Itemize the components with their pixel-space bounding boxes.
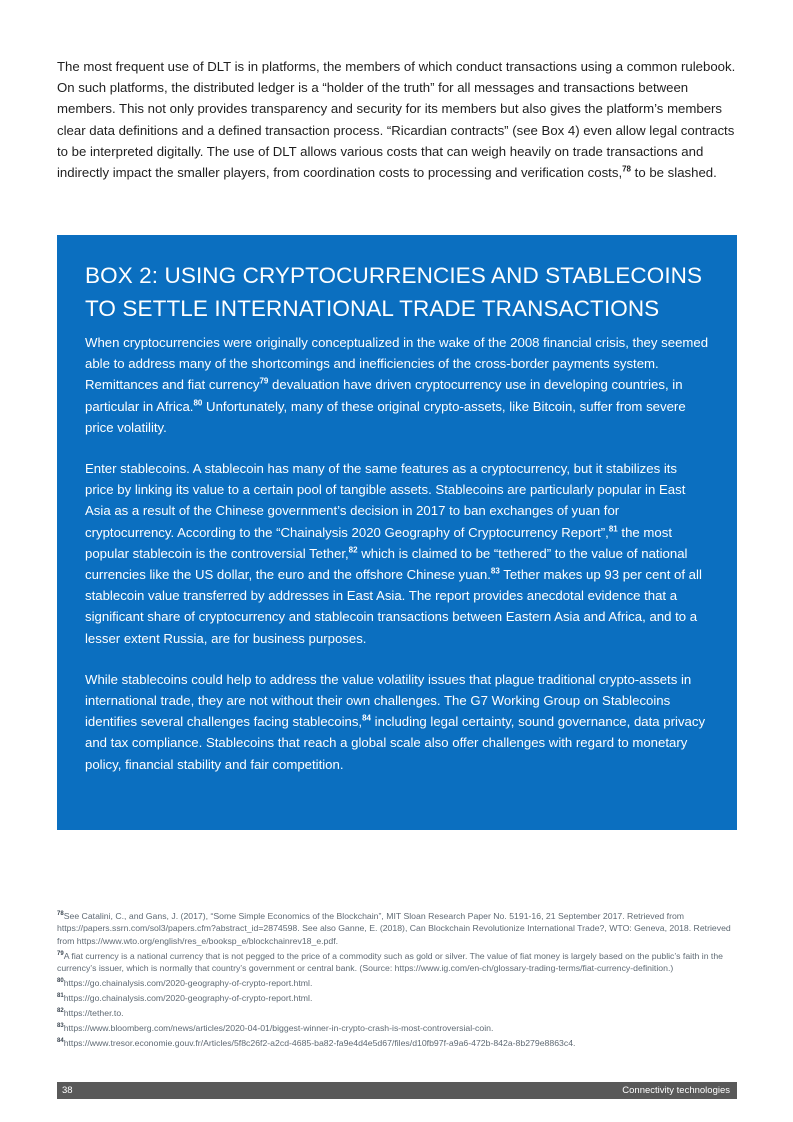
box-paragraph-2: [85, 458, 709, 649]
footnote-number: 82: [57, 1008, 64, 1015]
footnote-81: [57, 992, 737, 1004]
footnote-text[interactable]: https://go.chainalysis.com/2020-geography-of-crypto-report.html.: [63, 978, 313, 989]
box-p1-text-b: devaluation have driven cryptocurrency use in developing countries, in particular in Africa.: [85, 377, 683, 414]
box-p3-text-a: While stablecoins could help to address the value volatility issues that plague traditional crypto-assets in international trade, they are not without their own challenges. The G7 Working Group on Stablecoins identifies several challenges facing stablecoins,: [85, 671, 692, 730]
box-p3-text-b: including legal certainty, sound governance, data privacy and tax compliance. Stablecoins that reach a global scale also offer challenges with regard to monetary policy, financial stability and fair competition.: [85, 714, 706, 772]
box-p2-text-a: Enter stablecoins. A stablecoin has many of the same features as a cryptocurrency, but it stabilizes its price by linking its value to a certain pool of tangible assets. Stablecoins are particularly popular in East Asia as a result of the Chinese government’s decision in 2017 to ban exchanges of yuan for cryptocurrency. According to the “Chainalysis 2020 Geography of Cryptocurrency Report”,: [85, 461, 686, 540]
box-title: BOX 2: USING CRYPTOCURRENCIES AND STABLECOINS TO SETTLE INTERNATIONAL TRADE TRANSACTIONS: [85, 263, 703, 321]
footnote-number: 84: [57, 1038, 64, 1045]
footnote-number: 80: [57, 978, 64, 985]
box-p2-text-c: which is claimed to be “tethered” to the value of national currencies like the US dollar, the euro and the offshore Chinese yuan.: [85, 545, 688, 583]
footnote-text[interactable]: See Catalini, C., and Gans, J. (2017), “Some Simple Economics of the Blockchain”, MIT Sloan Research Paper No. 5191-16, 21 September 2017. Retrieved from https://papers.ssrn.com/sol3/papers.cfm?abstract_id=2874598. See also Ganne, E. (2018), Can Blockchain Revolutionize International Trade?, WTO: Geneva, 2018. Retrieved from https://www.wto.org/english/res_e/booksp_e/blockchainrev18_e.pdf.: [57, 911, 731, 946]
footnotes: [57, 910, 737, 1052]
footnote-83: [57, 1022, 737, 1034]
footnote-number: 78: [57, 911, 64, 918]
footnote-ref-78[interactable]: 78: [622, 164, 632, 174]
box-p2-text-d: Tether makes up 93 per cent of all stablecoin value transferred by addresses in East Asia. The report provides anecdotal evidence that a significant share of cryptocurrency and stablecoin transactions between Eastern Asia and Africa, and to a lesser extent Russia, are for business purposes.: [85, 567, 702, 646]
footnote-80: [57, 977, 737, 989]
box-p1-text-a: When cryptocurrencies were originally conceptualized in the wake of the 2008 financial crisis, they seemed able to address many of the shortcomings and inefficiencies of the cross-border payments system. Remittances and fiat currency: [85, 335, 709, 393]
footnote-ref-81[interactable]: 81: [608, 524, 618, 534]
box-paragraph-3: [85, 669, 709, 775]
intro-text: The most frequent use of DLT is in platforms, the members of which conduct transactions using a common rulebook. On such platforms, the distributed ledger is a “holder of the truth” for all messages and transactions between members. This not only provides transparency and security for its members but also gives the platform’s members clear data definitions and a defined transaction process. “Ricardian contracts” (see Box 4) even allow legal contracts to be interpreted digitally. The use of DLT allows various costs that can weigh heavily on trade transactions and indirectly impact the smaller players, from coordination costs to processing and verification costs,: [57, 59, 736, 181]
box-2: [57, 235, 737, 830]
footnote-text[interactable]: https://www.tresor.economie.gouv.fr/Articles/5f8c26f2-a2cd-4685-ba82-fa9e4d4e5d67/files/d10fb97f-a9a6-472b-842a-8b279e8863c4.: [63, 1038, 576, 1049]
page-footer: [57, 1082, 737, 1099]
intro-text-end: to be slashed.: [631, 165, 717, 181]
page-number: 38: [62, 1085, 73, 1096]
footnote-text[interactable]: https://www.bloomberg.com/news/articles/2020-04-01/biggest-winner-in-crypto-crash-is-most-controversial-coin.: [63, 1023, 494, 1034]
footnote-84: [57, 1037, 737, 1049]
footnote-number: 81: [57, 993, 64, 1000]
footnote-number: 83: [57, 1023, 64, 1030]
footnote-text[interactable]: A fiat currency is a national currency that is not pegged to the price of a commodity such as gold or silver. The value of fiat money is largely based on the public’s faith in the currency’s issuer, which is normally that country’s government or central bank. (Source: https://www.ig.com/en-ch/glossary-trading-terms/fiat-currency-definition.): [57, 950, 724, 974]
box-p1-text-c: Unfortunately, many of these original crypto-assets, like Bitcoin, suffer from severe price volatility.: [85, 398, 686, 435]
footnote-ref-83[interactable]: 83: [490, 566, 500, 576]
footnote-79: [57, 950, 737, 975]
footnote-text[interactable]: https://go.chainalysis.com/2020-geography-of-crypto-report.html.: [63, 993, 313, 1004]
box-p2-text-b: the most popular stablecoin is the controversial Tether,: [85, 524, 672, 561]
footnote-ref-80[interactable]: 80: [193, 398, 203, 408]
footnote-number: 79: [57, 950, 64, 957]
footnote-78: [57, 910, 737, 947]
footnote-ref-82[interactable]: 82: [348, 545, 358, 555]
intro-paragraph: [57, 56, 737, 183]
footnote-82: [57, 1007, 737, 1019]
footnote-text[interactable]: https://tether.to.: [63, 1008, 124, 1019]
footnote-ref-79[interactable]: 79: [259, 377, 269, 387]
footnote-ref-84[interactable]: 84: [362, 713, 372, 723]
box-paragraph-1: [85, 332, 709, 438]
section-title: Connectivity technologies: [622, 1085, 730, 1096]
